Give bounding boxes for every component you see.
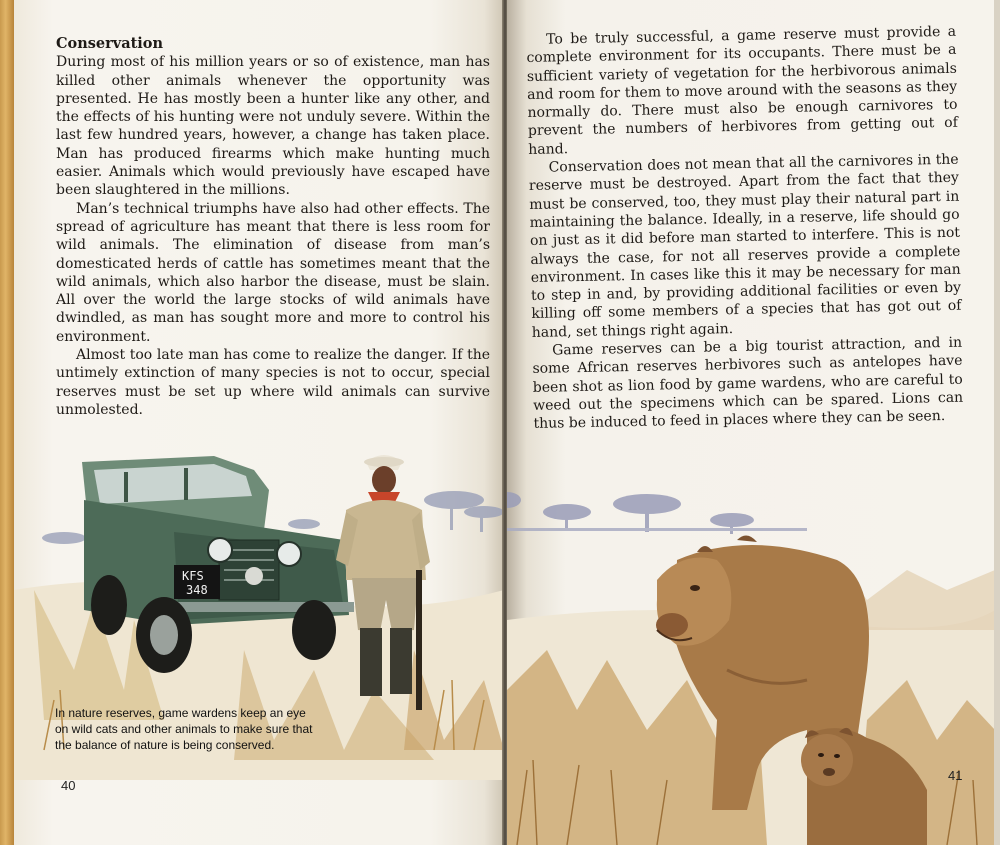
distant-acacia-trees [507, 492, 807, 534]
section-heading: Conservation [56, 35, 164, 52]
left-paragraph-3: Almost too late man has come to realize the danger. If the untimely extinction of many species is not to occur, special reserves must be set up where wild animals can survive unmolested. [56, 347, 490, 418]
left-paragraph-1: During most of his million years or so of existence, man has killed other animals whenever the opportunity was presented. He has mostly been a hunter like any other, and the effects of his hunting were not unduly severe. Within the last few hundred years, however, a change has taken place. Man has produced firearms which make hunting much easier. Animals which would previously have escaped have been slaughtered in the millions. [56, 54, 490, 199]
license-plate-line-2: 348 [186, 583, 208, 597]
left-page [14, 0, 504, 845]
right-page [507, 0, 995, 845]
page-edge-right [994, 0, 1000, 845]
right-paragraph-1: To be truly successful, a game reserve must provide a complete environment for its occupants. There must be a sufficient variety of vegetation for the herbivorous animals and room for them to move around with the seasons as they normally do. There must also be enough carnivores to prevent the numbers of herbivores from getting out of hand. [526, 23, 959, 158]
right-paragraph-2: Conservation does not mean that all the carnivores in the reserve must be destroyed. Apart from the fact that they must be conserved, too, they must play their natural part in maintaining the balance. Ideally, in a reserve, life should go on just as it did before man started to interfere. This is not always the case, for not all reserves provide a complete environment. In cases like this it may be necessary for man to step in and, by providing additional facilities or even by killing off some members of a species that has got out of hand, set things right again. [528, 151, 962, 341]
right-paragraph-3: Game reserves can be a big tourist attraction, and in some African reserves herbivores such as antelopes have been shot as lion food by game wardens, who are careful to weed out the specimens which can be spared. Lions can thus be induced to feed in places where they can be seen. [532, 334, 964, 433]
lioness-and-cub-illustration [507, 470, 995, 845]
page-number-left: 40 [61, 778, 76, 793]
page-number-right: 41 [948, 768, 963, 783]
left-paragraph-2: Man’s technical triumphs have also had other effects. The spread of agriculture has meant that there is less room for wild animals. The elimination of disease from man’s domesticated herds of cattle has sometimes meant that the wild animals, which also harbor the disease, must be slain. All over the world the large stocks of wild animals have dwindled, as man has sought more and more to control his environment. [56, 200, 490, 345]
illustration-caption: In nature reserves, game wardens keep an eye on wild cats and other animals to make sure that the balance of nature is being conserved. [55, 706, 313, 752]
right-page-text [526, 23, 964, 434]
license-plate-line-1: KFS [182, 569, 204, 583]
page-edge-left [0, 0, 14, 845]
left-page-text [56, 35, 490, 419]
